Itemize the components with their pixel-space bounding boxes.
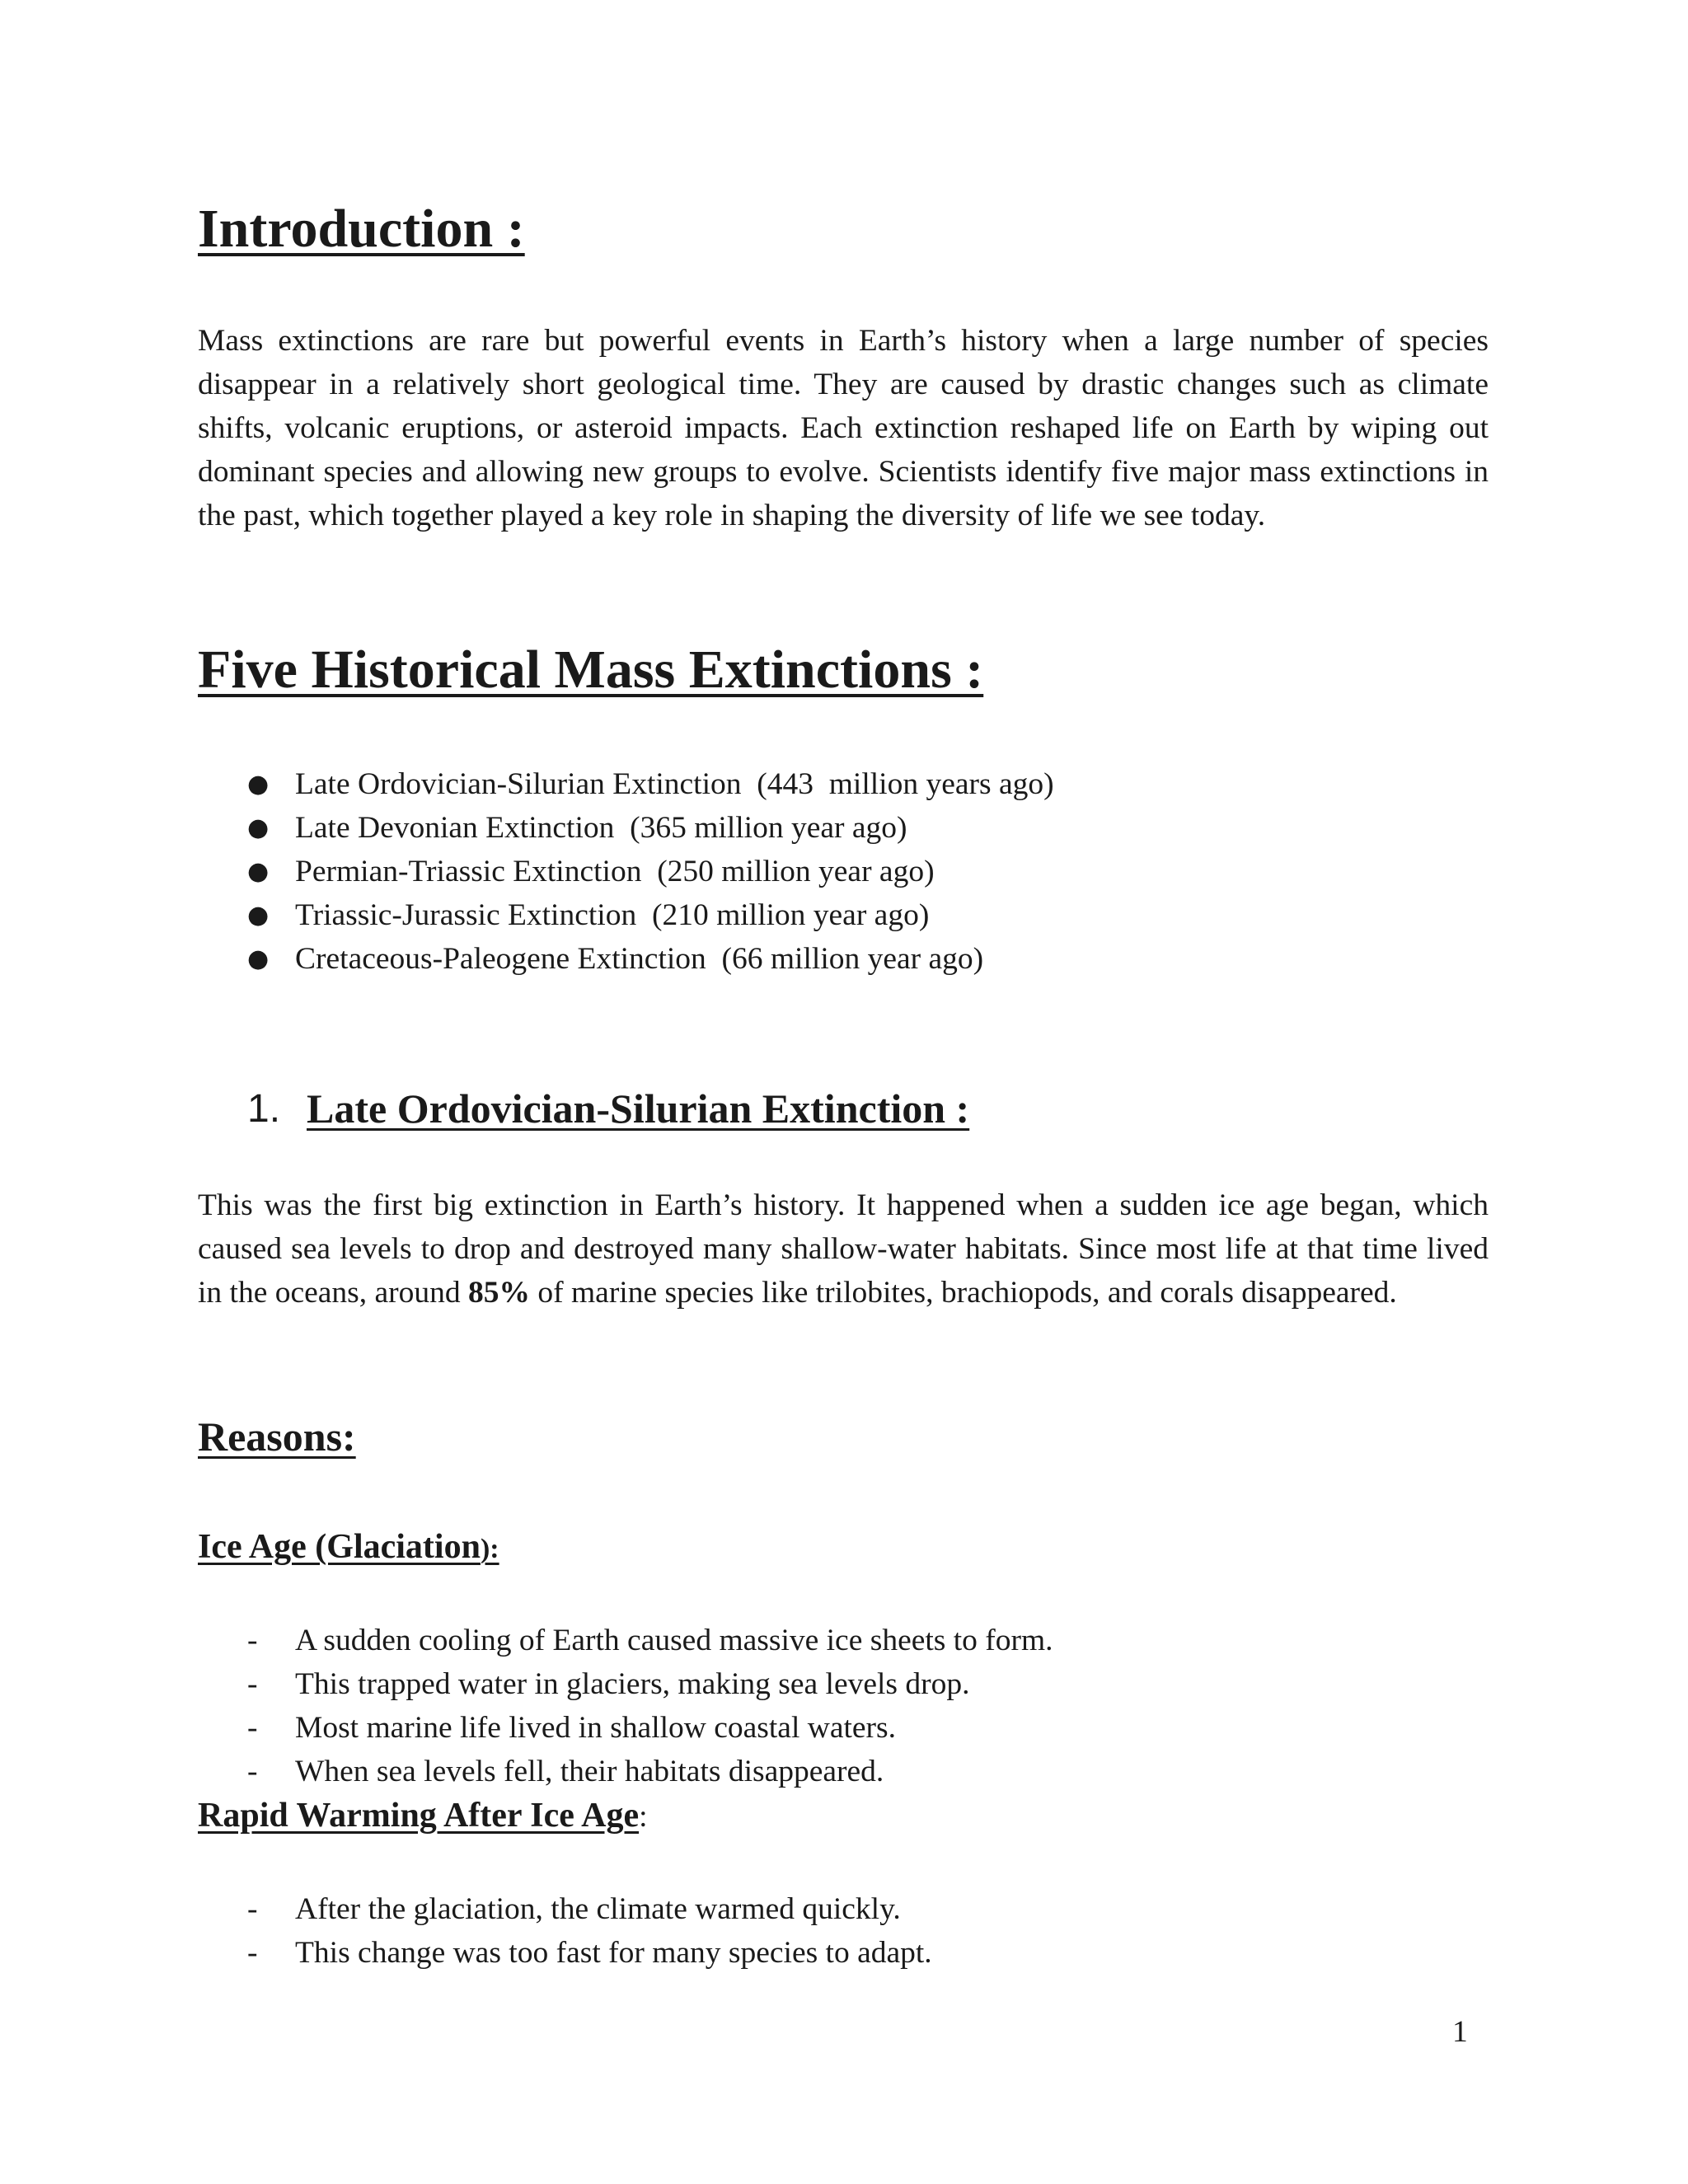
dash-marker: - [247, 1936, 258, 1970]
list-item: - This change was too fast for many species to adapt. [247, 1931, 1484, 1975]
dash-marker: - [247, 1667, 258, 1701]
dash-marker: - [247, 1711, 258, 1745]
intro-heading: Introduction : [198, 199, 525, 259]
list-item: ● Cretaceous-Paleogene Extinction (66 million year ago) [247, 937, 1484, 981]
section-number: 1. [247, 1087, 281, 1131]
ice-age-list [247, 1619, 1484, 1793]
bullet-marker: ● [247, 857, 270, 886]
list-item: - When sea levels fell, their habitats disappeared. [247, 1750, 1484, 1793]
dash-marker: - [247, 1755, 258, 1788]
five-extinctions-heading: Five Historical Mass Extinctions : [198, 640, 984, 700]
rapid-warming-list [247, 1887, 1484, 1975]
section-heading: Late Ordovician-Silurian Extinction : [307, 1085, 970, 1132]
intro-paragraph: Mass extinctions are rare but powerful events in Earth’s history when a large number of species disappear in a relatively short geological time. They are caused by drastic changes such as climate shifts, volcanic eruptions, or asteroid impacts. Each extinction reshaped life on Earth by wiping out dominant species and allowing new groups to evolve. Scientists identify five major mass extinctions in the past, which together played a key role in shaping the diversity of life we see today. [198, 324, 1489, 532]
list-item: ● Triassic-Jurassic Extinction (210 million year ago) [247, 893, 1484, 937]
list-item: - After the glaciation, the climate warmed quickly. [247, 1887, 1484, 1931]
section-paragraph: This was the first big extinction in Earth’s history. It happened when a sudden ice age began, which caused sea levels to drop and destroyed many shallow-water habitats. Since most life at that time lived in the oceans, around 85% of marine species like trilobites, brachiopods, and corals disappeared. [198, 1188, 1489, 1310]
dash-marker: - [247, 1892, 258, 1926]
bullet-marker: ● [247, 770, 270, 799]
page-number: 1 [1452, 2015, 1468, 2049]
list-item: ● Late Ordovician-Silurian Extinction (443 million years ago) [247, 762, 1484, 806]
highlight-percentage: 85% [468, 1276, 531, 1310]
list-item: ● Late Devonian Extinction (365 million year ago) [247, 806, 1484, 850]
bullet-marker: ● [247, 901, 270, 930]
list-item: - This trapped water in glaciers, making sea levels drop. [247, 1662, 1484, 1706]
extinctions-list [247, 762, 1484, 981]
rapid-warming-heading: Rapid Warming After Ice Age: [198, 1797, 648, 1835]
bullet-marker: ● [247, 813, 270, 842]
reasons-heading: Reasons: [198, 1413, 356, 1460]
list-item: ● Permian-Triassic Extinction (250 million year ago) [247, 850, 1484, 893]
list-item: - Most marine life lived in shallow coastal waters. [247, 1706, 1484, 1750]
ice-age-heading: Ice Age (Glaciation): [198, 1528, 499, 1566]
dash-marker: - [247, 1624, 258, 1657]
list-item: - A sudden cooling of Earth caused massive ice sheets to form. [247, 1619, 1484, 1662]
bullet-marker: ● [247, 944, 270, 973]
